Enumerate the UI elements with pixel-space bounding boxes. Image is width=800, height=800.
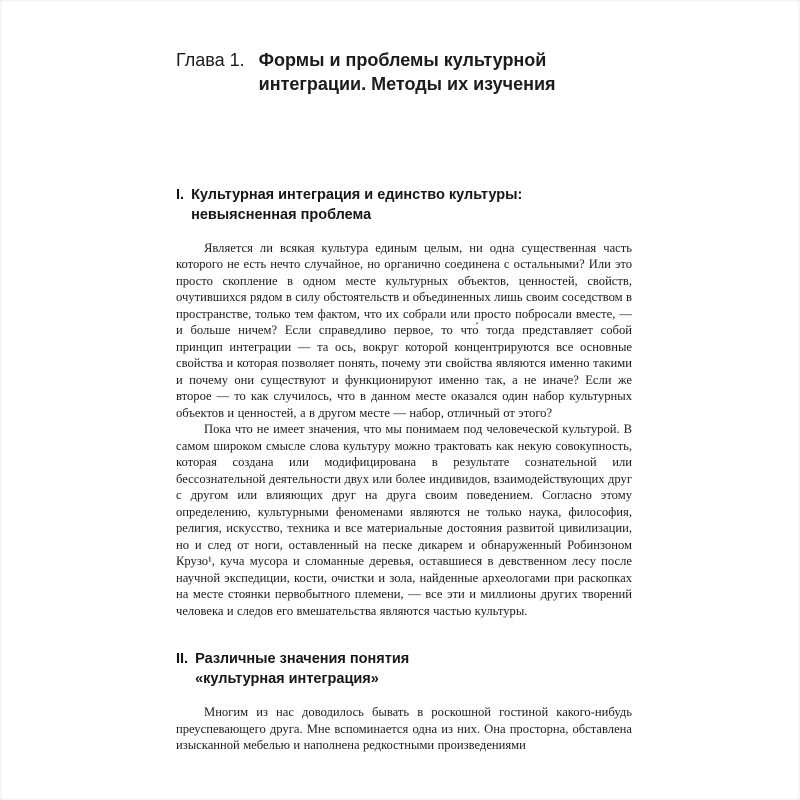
section-1-title: Культурная интеграция и единство культуры: невыясненная проблема <box>191 186 523 223</box>
paragraph: Многим из нас доводилось бывать в роскошной гостиной какого-нибудь преуспевающего друга. Мне вспоминается одна из них. Она просторна, обставлена изысканной мебелью и наполнена редкостными произведениями <box>176 705 632 753</box>
section-2-body <box>176 704 632 754</box>
section-1-heading <box>176 185 632 225</box>
chapter-heading <box>176 48 632 97</box>
chapter-label: Глава 1. <box>176 50 245 70</box>
paragraph: Является ли всякая культура единым целым, ни одна существенная часть которого не есть нечто случайное, но органично соединена с остальными? Или это просто скопление в одном месте культурных объектов, ценностей, свойств, очутившихся рядом в силу обстоятельств и объединенных лишь своим соседством в пространстве, только тем фактом, что их собрали или просто побросали вместе, — и больше ничем? Если справедливо первое, то что́ тогда представляет собой принцип интеграции — та ось, вокруг которой концентрируются все основные свойства и которая позволяет понять, почему эти свойства являются именно такими и почему они существуют и функционируют именно так, а не иначе? Если же второе — то как случилось, что в данном месте оказался один набор культурных объектов и ценностей, а в другом месте — набор, отличный от этого? <box>176 240 632 420</box>
chapter-title: Формы и проблемы культурной интеграции. Методы их изучения <box>258 50 556 95</box>
section-1-number: I. <box>176 186 185 203</box>
section-2-title: Различные значения понятия «культурная интеграция» <box>195 651 410 688</box>
section-2-number: II. <box>176 651 189 668</box>
paragraph: Пока что не имеет значения, что мы понимаем под человеческой культурой. В самом широком смысле слова культуру можно трактовать как некую совокупность, которая создана или модифицирована в результате сознательной или бессознательной деятельности двух или более индивидов, взаимодействующих друг с другом или влияющих друг на друга своим поведением. Согласно этому определению, культурными феноменами являются не только наука, философия, религия, искусство, техника и все материальные достояния развитой цивилизации, но и след от ноги, оставленный на песке дикарем и обнаруженный Робинзоном Крузо¹, куча мусора и сломанные деревья, оставшиеся в девственном лесу после научной экспедиции, кости, очистки и зола, найденные археологами при раскопках на месте стоянки первобытного племени, — все эти и миллионы других творений человека и следов его вмешательства являются частью культуры. <box>176 422 632 618</box>
section-2-heading <box>176 649 632 689</box>
page-content <box>176 48 632 754</box>
section-1-body <box>176 240 632 620</box>
